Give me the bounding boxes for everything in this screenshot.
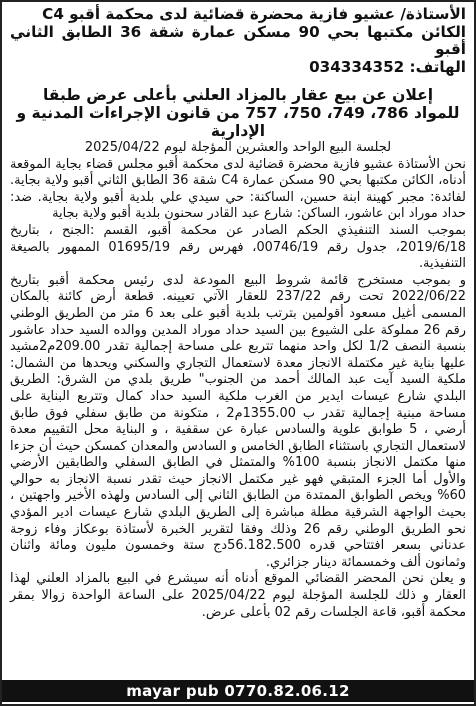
- notice-title-line1: إعلان عن بيع عقار بالمزاد العلني بأعلى عرض طبقا: [42, 86, 434, 104]
- parties-paragraph: نحن الأستاذة عشيو فازية محضرة قضائية لدى محكمة أقبو مجلس قضاء بجاية الموقعة أدناه، الكائن مكتبها بحي 90 مسكن عمارة C4 شقة 36 الطابق الثاني أقبو ولاية بجاية. لفائدة: مجبر كهينة ابنة حسين، الساكنة: حي سيدي علي بلدية أقبو ولاية بجاية. ضد: حداد موراد ابن عاشور، الساكن: شارع عبد القادر سحنون بلدية أقبو ولاية بجاية: [10, 156, 466, 222]
- auction-announcement-paragraph: و يعلن نحن المحضر القضائي الموقع أدناه أنه سيشرع في البيع بالمزاد العلني لهذا العقار و ذلك للجلسة المؤجلة ليوم 2025/04/22 على الساعة الواحدة زوالا بمقر محكمة أقبو، قاعة الجلسات رقم 02 بأعلى عرض.: [10, 571, 466, 620]
- property-description-paragraph: و بموجب مستخرج قائمة شروط البيع المودعة لدى رئيس محكمة أقبو بتاريخ 2022/06/22 تحت رقم 237/22 للعقار الآتي تعيينه. قطعة أرض كائنة بالمكان المسمى أغيل مسعود أقولمين بترتب بلدية أقبو على بعد 6 متر من الطريق الوطني رقم 26 مملوكة على الشيوع بين السيد حداد موراد المدين ووالده السيد حداد عاشور بنسبة النصف 1/2 لكل واحد منهما تتربع على مساحة إجمالية تقدر 209.00م2مشيد عليها بناية غير مكتملة الانجاز معدة لاستعمال التجاري والسكني ويحدها من الشمال: ملكية السيد آيت عبد المالك أحمد من الجنوب" طريق بلدي من الشرق: الطريق البلدي شارع عيسات ايدير من الغرب ملكية السيد حداد كمال وتتربع البناية على مساحة مبنية إجمالية تقدر ب 1355.00م2 ، متكونة من طابق سفلي فوق طابق أرضي ، 5 طوابق علوية والسادس عبارة عن سقفية ، و البناية محل التقييم معدة لاستعمال التجاري باستثناء الطابق الخامس و السادس والمعدان كمسكن حيث أن جزءا منها مكتمل الانجاز بنسبة 100% والمتمثل في الطابق السفلي والطابقين الأرضي والأول أما الجزء المتبقي فهو غير مكتمل الانجاز حيث تقدر نسبة الانجاز به حوالي 60% ويخص الطوابق الممتدة من الطابق الثاني إلى السادس ولهذه الأخير واجهتين ، بحيث الواجهة الشرقية مطلة مباشرة إلى الطريق البلدي شارع عيسات ادير المؤدي نحو الطريق الوطني رقم 26 وذلك وفقا لتقرير الخبرة لأستاذة بوعكاز وفاء زوجة عدناني بسعر افتتاحي قدره 56.182.500دج ستة وخمسون مليون ومائة واثنان وثمانون ألف وخمسمائة دينار جزائري.: [10, 272, 467, 570]
- enforcement-title-paragraph: بموجب السند التنفيذي الحكم الصادر عن محكمة أقبو، القسم :الجنح ، بتاريخ 2019/6/18، جدول رقم 00746/19، فهرس رقم 01695/19 الممهور بالصيغة التنفيذية.: [10, 222, 467, 272]
- notice-content: [8, 6, 468, 621]
- bailiff-name-line: الأستاذة/ عشيو فازية محضرة قضائية لدى محكمة أقبو C4: [42, 5, 466, 23]
- publisher-footer-text: mayar pub 0770.82.06.12: [126, 682, 350, 700]
- session-date-line: لجلسة البيع الواحد والعشرين المؤجلة ليوم 2025/04/22: [84, 140, 392, 155]
- publisher-footer: [2, 680, 474, 702]
- bailiff-phone-line: الهاتف: 034334352: [309, 57, 466, 76]
- bailiff-address-line: الكائن مكتبها بحي 90 مسكن عمارة شقة 36 الطابق الثاني أقبو: [10, 22, 466, 58]
- notice-title-line2: للمواد 786، 749، 750، 757 من قانون الإجراءات المدنية و الإدارية: [16, 104, 460, 140]
